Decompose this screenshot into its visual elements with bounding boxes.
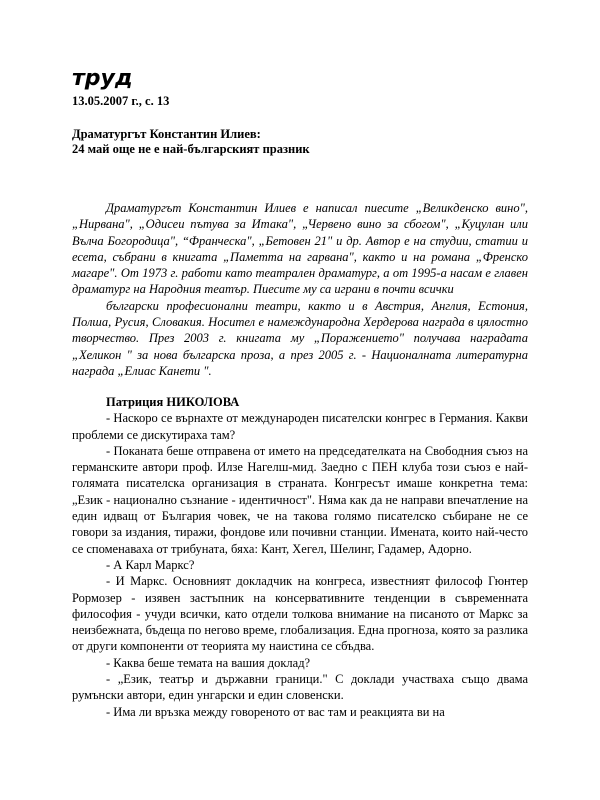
publication-date: 13.05.2007 г., с. 13 — [72, 94, 170, 108]
bio-paragraph-1: Драматургът Константин Илиев е написал пиесите „Великденско вино", „Нирвана", „Одисеи пътува за Итака", „Червено вино за сбогом", „Куцулан или Вълча Богородица", “Франческа", „Бетовен 21" и др. Автор е на студии, статии и есета, събрани в книгата „Паметта на гарвана", както и на романа „Френско магаре". От 1973 г. работи като театрален драматург, а от 1995-а насам е главен драматург на Народния театър. Пиесите му са играни в почти всички — [72, 201, 528, 297]
bio-paragraph-2: български професионални театри, както и в Австрия, Англия, Естония, Полша, Русия, Словакия. Носител е намеждународна Хердерова награда в цялостно творчество. През 2003 г. книгата му „Поражението" получава наградата „Хеликон " за нова българска проза, а през 2005 г. - Националната литературна награда „Елиас Канети ". — [72, 298, 528, 378]
article-title-line-1: Драматургът Константин Илиев: — [72, 127, 261, 141]
interview-paragraph: - „Език, театър и държавни граници." С доклади участваха също двама румънски автори, един унгарски и един словенски. — [72, 672, 528, 703]
interview-paragraph: - Каква беше темата на вашия доклад? — [106, 655, 311, 670]
article-title-line-2: 24 май още не е най-българският празник — [72, 142, 310, 156]
interview-paragraph: - Има ли връзка между говореното от вас там и реакцията ви на — [106, 704, 445, 719]
interview-body — [72, 410, 528, 720]
trud-logo-icon — [72, 64, 142, 92]
interview-paragraph: - Наскоро се върнахте от международен писателски конгрес в Германия. Какви проблеми се дискутираха там? — [72, 411, 528, 442]
article-title — [72, 127, 528, 157]
svg-text:труд: труд — [72, 66, 133, 91]
interview-paragraph: - Поканата беше отправена от името на председателката на Свободния съюз на германските автори проф. Илзе Нагелш-мид. Заедно с ПЕН клуба този съюз е най-голямата писателска организация в страната. Конгресът имаше конкретна тема: „Език - национално съзнание - идентичност". Няма как да не направи впечатление на един идващ от България човек, че на такова голямо писателско събиране не се говори за издания, тиражи, фондове или почивни станции. Имената, които най-често се споменаваха от трибуната, бяха: Кант, Хегел, Шелинг, Гадамер, Адорно. — [72, 443, 528, 556]
author-bio — [72, 200, 528, 379]
interview-paragraph: - А Карл Маркс? — [106, 557, 195, 572]
interview-paragraph: - И Маркс. Основният докладчик на конгреса, известният философ Гюнтер Рормозер - изявен застъпник на консервативните тенденции в съвременната философия - учуди всички, като отдели толкова внимание на писаното от Маркс за неизбежната, бъдеща по негово време, глобализация. Една прогноза, която за разлика от други компоненти от теорията му наистина се сбъдва. — [72, 574, 528, 654]
document-page — [72, 64, 528, 720]
newspaper-logo — [72, 64, 528, 92]
interviewer-name: Патриция НИКОЛОВА — [106, 395, 240, 410]
